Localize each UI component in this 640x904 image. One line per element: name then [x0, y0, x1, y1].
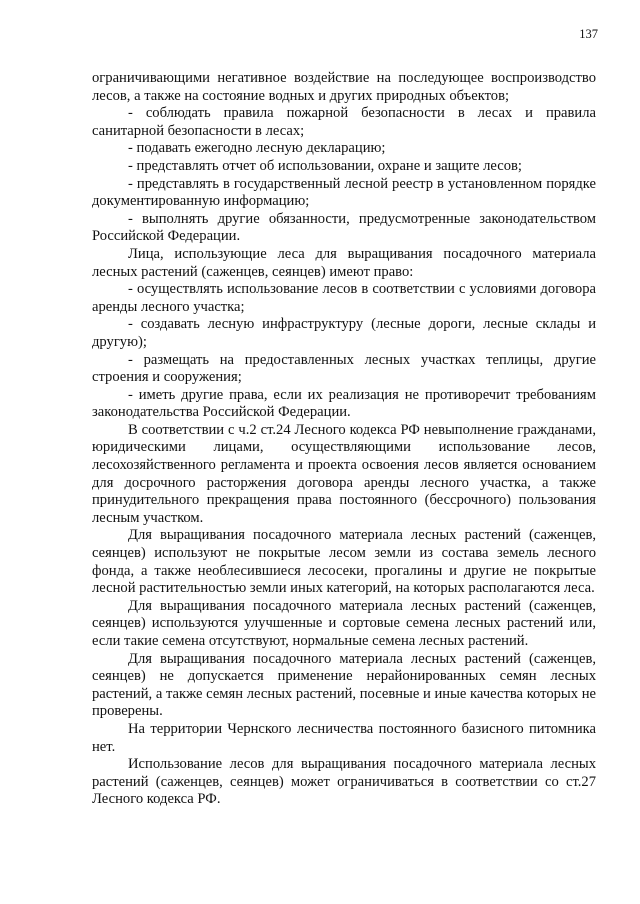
document-body: [92, 70, 596, 809]
paragraph-unzoned-seeds: Для выращивания посадочного материала лесных растений (саженцев, сеянцев) не допускается применение нерайонированных семян лесных растений, а также семян лесных растений, посевные и иные качества которых не проверены.: [92, 650, 596, 720]
paragraph-seeds: Для выращивания посадочного материала лесных растений (саженцев, сеянцев) используются улучшенные и сортовые семена лесных растений или, если такие семена отсутствуют, нормальные семена лесных растений.: [92, 597, 596, 649]
list-item-registry: - представлять в государственный лесной реестр в установленном порядке документированную информацию;: [92, 175, 596, 210]
list-item-forest-declaration: - подавать ежегодно лесную декларацию;: [128, 140, 386, 157]
paragraph-continuation: ограничивающими негативное воздействие на последующее воспроизводство лесов, а также на состояние водных и других природных объектов;: [92, 70, 596, 104]
paragraph-lands: Для выращивания посадочного материала лесных растений (саженцев, сеянцев) используют не покрытые лесом земли из состава земель лесного фонда, а также необлесившиеся лесосеки, прогалины и другие не покрытые лесной растительностью земли иных категорий, на которых располагаются леса.: [92, 527, 596, 597]
page-number: 137: [579, 27, 598, 41]
list-item-report: - представлять отчет об использовании, охране и защите лесов;: [128, 157, 522, 174]
paragraph-rights-intro: Лица, использующие леса для выращивания посадочного материала лесных растений (саженцев, сеянцев) имеют право:: [92, 245, 596, 280]
list-item-infrastructure: - создавать лесную инфраструктуру (лесные дороги, лесные склады и другую);: [92, 316, 596, 350]
list-item-other-rights: - иметь другие права, если их реализация не противоречит требованиям законодательства Российской Федерации.: [92, 386, 596, 421]
list-item-other-duties: - выполнять другие обязанности, предусмотренные законодательством Российской Федерации.: [92, 210, 596, 245]
paragraph-article-27: Использование лесов для выращивания посадочного материала лесных растений (саженцев, сеянцев) может ограничиваться в соответствии со ст.27 Лесного кодекса РФ.: [92, 756, 596, 808]
paragraph-nursery: На территории Чернского лесничества постоянного базисного питомника нет.: [92, 720, 596, 755]
list-item-greenhouses: - размещать на предоставленных лесных участках теплицы, другие строения и сооружения;: [92, 351, 596, 386]
list-item-fire-safety: - соблюдать правила пожарной безопасности в лесах и правила санитарной безопасности в лесах;: [92, 105, 596, 139]
list-item-use-forests: - осуществлять использование лесов в соответствии с условиями договора аренды лесного участка;: [92, 281, 596, 315]
paragraph-article-24: В соответствии с ч.2 ст.24 Лесного кодекса РФ невыполнение гражданами, юридическими лицами, осуществляющими использование лесов, лесохозяйственного регламента и проекта освоения лесов является основанием для досрочного расторжения договора аренды лесного участка, а также принудительного прекращения права постоянного (бессрочного) пользования лесным участком.: [92, 421, 596, 526]
